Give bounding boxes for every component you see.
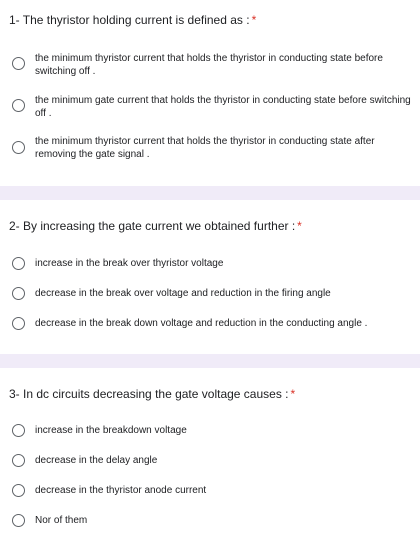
option-label: the minimum thyristor current that holds the thyristor in conducting state after removing the gate signal .	[35, 136, 375, 160]
required-marker: *	[290, 387, 296, 401]
question-card-1	[0, 0, 420, 186]
question-title	[9, 386, 295, 402]
required-marker: *	[297, 219, 302, 233]
radio-button[interactable]	[12, 317, 25, 330]
required-marker: *	[251, 13, 257, 27]
option-q3-b[interactable]	[0, 449, 420, 473]
section-divider	[0, 186, 420, 200]
radio-button[interactable]	[12, 57, 25, 70]
option-label: decrease in the break down voltage and reduction in the conducting angle .	[35, 318, 368, 329]
question-title-text: 1- The thyristor holding current is defined as :	[9, 13, 250, 27]
option-q3-a[interactable]	[0, 419, 420, 443]
radio-button[interactable]	[12, 514, 25, 527]
option-label: decrease in the thyristor anode current	[35, 485, 207, 496]
option-label: decrease in the delay angle	[35, 455, 158, 466]
radio-button[interactable]	[12, 257, 25, 270]
option-q2-a[interactable]	[0, 252, 420, 276]
radio-button[interactable]	[12, 424, 25, 437]
option-label: Nor of them	[35, 515, 88, 526]
question-title	[9, 12, 256, 28]
section-divider	[0, 354, 420, 368]
option-q3-d[interactable]	[0, 509, 420, 533]
question-card-2	[0, 200, 420, 354]
question-title-text: 3- In dc circuits decreasing the gate voltage causes :	[9, 387, 289, 401]
option-q2-c[interactable]	[0, 312, 420, 336]
option-q1-a[interactable]	[0, 48, 420, 82]
option-label: the minimum gate current that holds the thyristor in conducting state before switching off .	[35, 95, 411, 119]
option-label: increase in the breakdown voltage	[35, 425, 187, 436]
radio-button[interactable]	[12, 99, 25, 112]
option-q1-b[interactable]	[0, 90, 420, 124]
question-title-text: 2- By increasing the gate current we obtained further :	[9, 219, 296, 233]
option-q3-c[interactable]	[0, 479, 420, 503]
option-label: decrease in the break over voltage and reduction in the firing angle	[35, 288, 331, 299]
option-q1-c[interactable]	[0, 131, 420, 165]
question-title	[9, 218, 302, 234]
question-card-3	[0, 368, 420, 552]
radio-button[interactable]	[12, 141, 25, 154]
radio-button[interactable]	[12, 454, 25, 467]
radio-button[interactable]	[12, 484, 25, 497]
option-label: increase in the break over thyristor voltage	[35, 258, 224, 269]
option-q2-b[interactable]	[0, 282, 420, 306]
option-label: the minimum thyristor current that holds the thyristor in conducting state before switching off .	[35, 53, 383, 77]
radio-button[interactable]	[12, 287, 25, 300]
